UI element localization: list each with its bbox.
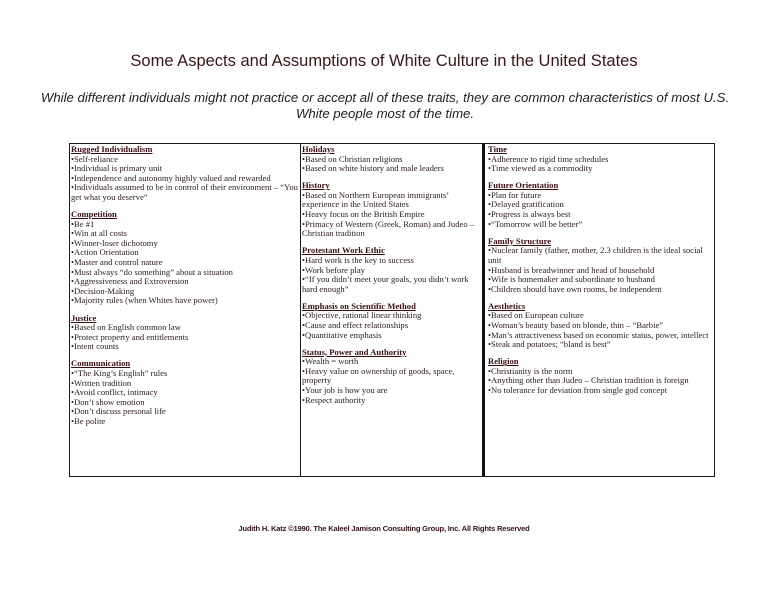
list-item-text: Objective, rational linear thinking bbox=[305, 310, 422, 321]
list-item-text: Be #1 bbox=[74, 218, 95, 229]
list-item bbox=[302, 367, 480, 386]
section bbox=[71, 145, 298, 203]
list-item bbox=[302, 191, 480, 210]
section-list bbox=[488, 246, 712, 294]
list-item-text: Children should have own rooms, be independent bbox=[491, 283, 662, 294]
list-item-text: Intent counts bbox=[74, 341, 119, 352]
list-item-text: Individual is primary unit bbox=[74, 163, 163, 174]
list-item-text: Action Orientation bbox=[74, 247, 139, 258]
list-item-text: Work before play bbox=[305, 264, 365, 275]
section bbox=[302, 181, 480, 239]
list-item-text: Aggressiveness and Extroversion bbox=[74, 276, 189, 287]
section-heading: Religion bbox=[488, 356, 519, 367]
section-heading: Future Orientation bbox=[488, 180, 559, 191]
list-item bbox=[71, 417, 298, 427]
list-item-text: Delayed gratification bbox=[491, 199, 564, 210]
list-item-text: Based on Northern European immigrants’ experience in the United States bbox=[302, 189, 449, 210]
section-heading: History bbox=[302, 180, 330, 191]
section-list bbox=[488, 367, 712, 396]
list-item-text: Cause and effect relationships bbox=[305, 320, 409, 330]
section-list bbox=[71, 220, 298, 306]
list-item bbox=[71, 342, 298, 352]
list-item-text: Progress is always best bbox=[491, 209, 571, 220]
list-item-text: Respect authority bbox=[305, 394, 366, 405]
list-item-text: Husband is breadwinner and head of household bbox=[491, 264, 655, 275]
list-item bbox=[488, 285, 712, 295]
section-heading: Holidays bbox=[302, 144, 335, 154]
list-item-text: Individuals assumed to be in control of their environment – “You get what you deserve” bbox=[71, 182, 298, 202]
section bbox=[302, 246, 480, 294]
column-3 bbox=[485, 144, 714, 476]
list-item-text: Based on English common law bbox=[74, 322, 181, 333]
list-item bbox=[71, 296, 298, 306]
section-list bbox=[302, 357, 480, 405]
section bbox=[302, 302, 480, 340]
list-item-text: Win at all costs bbox=[74, 228, 127, 239]
section bbox=[488, 302, 712, 350]
column-1 bbox=[70, 144, 301, 476]
section-heading: Communication bbox=[71, 358, 131, 369]
section-heading: Emphasis on Scientific Method bbox=[302, 300, 416, 311]
list-item-text: Woman’s beauty based on blonde, thin – “Barbie” bbox=[491, 320, 664, 330]
list-item-text: Self-reliance bbox=[74, 153, 118, 164]
list-item-text: Based on European culture bbox=[491, 310, 584, 321]
section-list bbox=[302, 256, 480, 294]
list-item-text: Nuclear family (father, mother, 2.3 children is the ideal social unit bbox=[488, 245, 703, 265]
list-item bbox=[302, 331, 480, 341]
list-item-text: Heavy focus on the British Empire bbox=[305, 209, 425, 220]
list-item bbox=[71, 183, 298, 202]
copyright-footer: Judith H. Katz ©1990. The Kaleel Jamison Consulting Group, Inc. All Rights Reserved bbox=[238, 524, 530, 533]
list-item-text: Don’t show emotion bbox=[74, 396, 145, 407]
list-item-text: Avoid conflict, intimacy bbox=[74, 387, 158, 398]
list-item-text: Man’s attractiveness based on economic status, power, intellect bbox=[491, 329, 709, 340]
list-item bbox=[488, 164, 712, 174]
list-item-text: Wife is homemaker and subordinate to husband bbox=[491, 274, 655, 285]
section-list bbox=[302, 311, 480, 340]
list-item-text: Based on Christian religions bbox=[305, 153, 403, 164]
list-item-text: Christianity is the norm bbox=[491, 365, 573, 376]
page-title: Some Aspects and Assumptions of White Culture in the United States bbox=[130, 52, 638, 70]
list-item-text: Plan for future bbox=[491, 189, 542, 200]
list-item bbox=[488, 220, 712, 230]
list-item-text: Adherence to rigid time schedules bbox=[491, 153, 609, 164]
section-list bbox=[302, 191, 480, 239]
list-item-text: Anything other than Judeo – Christian tradition is foreign bbox=[491, 375, 689, 386]
section-list bbox=[302, 155, 480, 174]
section-heading: Aesthetics bbox=[488, 300, 526, 311]
list-item-text: Your job is how you are bbox=[305, 385, 388, 396]
section-list bbox=[488, 155, 712, 174]
section-heading: Family Structure bbox=[488, 235, 552, 246]
section bbox=[488, 181, 712, 229]
list-item bbox=[302, 220, 480, 239]
list-item-text: “Tomorrow will be better” bbox=[491, 218, 583, 229]
list-item-text: Hard work is the key to success bbox=[305, 254, 414, 265]
list-item-text: Written tradition bbox=[74, 377, 132, 388]
section-list bbox=[488, 311, 712, 349]
list-item-text: Wealth = worth bbox=[305, 356, 359, 367]
list-item-text: Time viewed as a commodity bbox=[491, 163, 593, 174]
section bbox=[302, 145, 480, 174]
list-item bbox=[488, 246, 712, 265]
section-heading: Status, Power and Authority bbox=[302, 346, 407, 357]
list-item-text: “The King’s English” rules bbox=[74, 367, 168, 378]
section bbox=[302, 348, 480, 406]
list-item bbox=[302, 164, 480, 174]
section bbox=[71, 359, 298, 426]
list-item-text: Majority rules (when Whites have power) bbox=[74, 295, 218, 306]
traits-table bbox=[69, 143, 715, 477]
column-2 bbox=[301, 144, 485, 476]
list-item-text: Be polite bbox=[74, 415, 106, 426]
list-item-text: Steak and potatoes; “bland is best” bbox=[491, 339, 611, 350]
list-item-text: Winner-loser dichotomy bbox=[74, 237, 158, 248]
section-heading: Protestant Work Ethic bbox=[302, 245, 385, 256]
section-list bbox=[71, 323, 298, 352]
list-item bbox=[302, 396, 480, 406]
section bbox=[488, 145, 712, 174]
section bbox=[71, 210, 298, 306]
list-item-text: Independence and autonomy highly valued and rewarded bbox=[74, 172, 271, 183]
list-item-text: Primacy of Western (Greek, Roman) and Judeo – Christian tradition bbox=[302, 218, 475, 239]
list-item-text: Quantitative emphasis bbox=[305, 329, 382, 340]
list-item bbox=[488, 386, 712, 396]
list-item-text: “If you didn’t meet your goals, you didn’t work hard enough” bbox=[302, 274, 469, 294]
list-item bbox=[302, 275, 480, 294]
list-item-text: Don’t discuss personal life bbox=[74, 406, 166, 417]
list-item-text: Protect property and entitlements bbox=[74, 331, 189, 342]
section-list bbox=[71, 155, 298, 203]
list-item-text: No tolerance for deviation from single god concept bbox=[491, 385, 667, 396]
section bbox=[71, 314, 298, 352]
section-heading: Justice bbox=[71, 312, 97, 323]
list-item-text: Decision-Making bbox=[74, 285, 135, 296]
section bbox=[488, 357, 712, 395]
section-list bbox=[71, 369, 298, 427]
page-subtitle: While different individuals might not practice or accept all of these traits, they are common characteristics of most U.S. White people most of the time. bbox=[40, 90, 730, 121]
section bbox=[488, 237, 712, 295]
list-item bbox=[488, 340, 712, 350]
section-heading: Time bbox=[488, 144, 507, 154]
section-heading: Rugged Individualism bbox=[71, 144, 153, 154]
list-item-text: Master and control nature bbox=[74, 257, 163, 268]
list-item-text: Based on white history and male leaders bbox=[305, 163, 444, 174]
section-heading: Competition bbox=[71, 209, 117, 220]
list-item-text: Heavy value on ownership of goods, space, property bbox=[302, 365, 455, 386]
section-list bbox=[488, 191, 712, 229]
list-item-text: Must always “do something” about a situation bbox=[74, 266, 233, 277]
